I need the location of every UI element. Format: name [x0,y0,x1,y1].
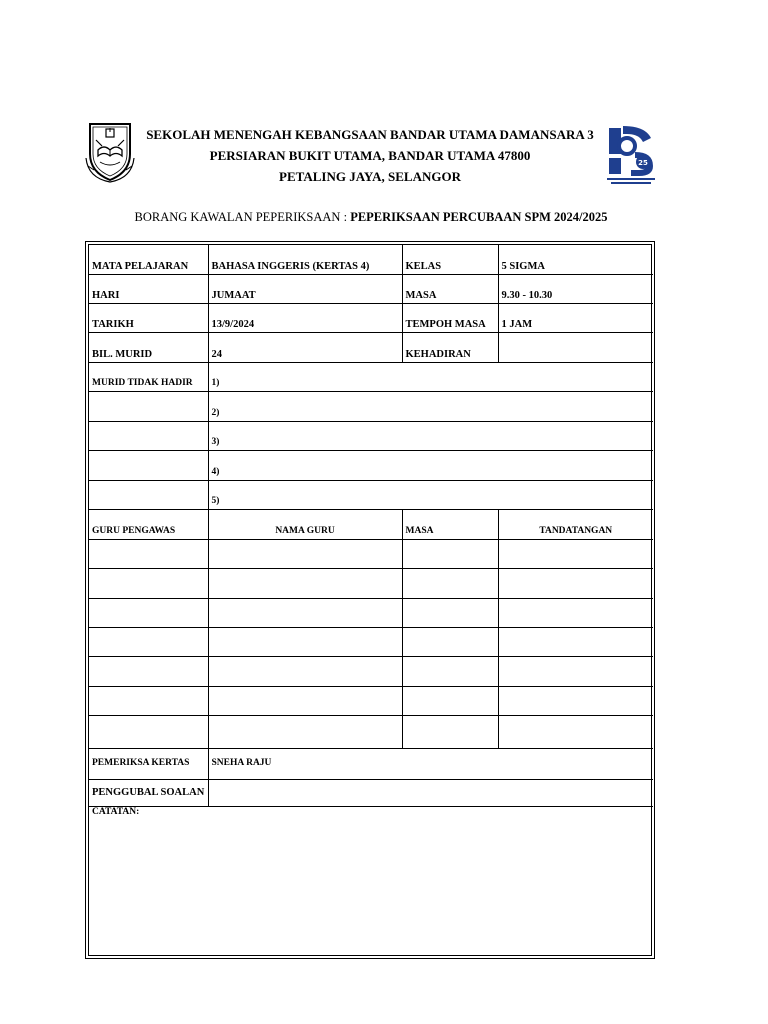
class-value[interactable]: 5 SIGMA [498,245,653,274]
absent-spacer [89,450,208,480]
signature-cell[interactable] [498,568,653,598]
invigilator-time-cell[interactable] [402,715,498,748]
teacher-name-cell[interactable] [208,627,402,656]
invigilator-cell[interactable] [89,686,208,715]
class-label: KELAS [402,245,498,274]
teacher-name-cell[interactable] [208,568,402,598]
notes-label: CATATAN: [92,806,140,817]
students-label: BIL. MURID [89,332,208,362]
invigilator-time-cell[interactable] [402,686,498,715]
table-row [89,627,653,656]
attendance-label: KEHADIRAN [402,332,498,362]
invigilator-cell[interactable] [89,598,208,627]
checker-value[interactable]: SNEHA RAJU [208,748,653,779]
time-value[interactable]: 9.30 - 10.30 [498,274,653,303]
signature-cell[interactable] [498,686,653,715]
form-table-frame [85,241,655,959]
svg-text:25: 25 [638,159,648,167]
table-row [89,480,653,509]
invigilator-time-cell[interactable] [402,598,498,627]
form-table-inner [88,244,652,956]
invigilator-time-cell[interactable] [402,656,498,686]
absent-item-4[interactable]: 4) [208,450,653,480]
table-row [89,391,653,421]
students-value[interactable]: 24 [208,332,402,362]
invigilator-cell[interactable] [89,656,208,686]
table-row [89,539,653,568]
signature-cell[interactable] [498,627,653,656]
signature-cell[interactable] [498,715,653,748]
form-table [89,245,653,957]
signature-cell[interactable] [498,539,653,568]
absent-spacer [89,480,208,509]
table-row [89,362,653,391]
setter-value[interactable] [208,779,653,806]
teacher-name-cell[interactable] [208,656,402,686]
teacher-name-cell[interactable] [208,715,402,748]
absent-label: MURID TIDAK HADIR [89,362,208,391]
table-row [89,748,653,779]
absent-item-3[interactable]: 3) [208,421,653,450]
table-row [89,332,653,362]
table-row [89,509,653,539]
setter-label: PENGGUBAL SOALAN [89,779,208,806]
invigilator-header: GURU PENGAWAS [89,509,208,539]
signature-cell[interactable] [498,598,653,627]
school-address-line2: PETALING JAYA, SELANGOR [279,169,461,184]
teacher-name-header: NAMA GURU [208,509,402,539]
table-row [89,656,653,686]
table-row [89,450,653,480]
absent-spacer [89,421,208,450]
attendance-value[interactable] [498,332,653,362]
date-value[interactable]: 13/9/2024 [208,303,402,332]
notes-area[interactable] [89,806,653,957]
table-row [89,421,653,450]
school-name: SEKOLAH MENENGAH KEBANGSAAN BANDAR UTAMA DAMANSARA 3 [146,127,594,142]
form-title-exam: PEPERIKSAAN PERCUBAAN SPM 2024/2025 [350,210,608,224]
time-label: MASA [402,274,498,303]
table-row [89,245,653,274]
school-address-line1: PERSIARAN BUKIT UTAMA, BANDAR UTAMA 47800 [209,148,531,163]
table-row [89,806,653,957]
table-row [89,274,653,303]
table-row [89,568,653,598]
table-row [89,715,653,748]
teacher-name-cell[interactable] [208,539,402,568]
table-row [89,779,653,806]
absent-item-1[interactable]: 1) [208,362,653,391]
absent-item-5[interactable]: 5) [208,480,653,509]
date-label: TARIKH [89,303,208,332]
checker-label: PEMERIKSA KERTAS [89,748,208,779]
teacher-name-cell[interactable] [208,598,402,627]
invigilator-cell[interactable] [89,715,208,748]
anniversary-emblem-icon [605,124,657,186]
day-label: HARI [89,274,208,303]
form-title-prefix: BORANG KAWALAN PEPERIKSAAN : [134,210,348,224]
subject-label: MATA PELAJARAN [89,245,208,274]
subject-value[interactable]: BAHASA INGGERIS (KERTAS 4) [208,245,402,274]
signature-cell[interactable] [498,656,653,686]
invigilator-time-cell[interactable] [402,627,498,656]
invigilator-cell[interactable] [89,568,208,598]
teacher-name-cell[interactable] [208,686,402,715]
duration-value[interactable]: 1 JAM [498,303,653,332]
absent-spacer [89,391,208,421]
table-row [89,686,653,715]
invigilator-cell[interactable] [89,627,208,656]
invigilator-cell[interactable] [89,539,208,568]
signature-header: TANDATANGAN [498,509,653,539]
table-row [89,598,653,627]
invigilator-time-cell[interactable] [402,568,498,598]
school-crest-icon [84,120,136,184]
day-value[interactable]: JUMAAT [208,274,402,303]
form-title [86,210,656,225]
duration-label: TEMPOH MASA [402,303,498,332]
table-row [89,303,653,332]
invigilator-time-header: MASA [402,509,498,539]
absent-item-2[interactable]: 2) [208,391,653,421]
invigilator-time-cell[interactable] [402,539,498,568]
